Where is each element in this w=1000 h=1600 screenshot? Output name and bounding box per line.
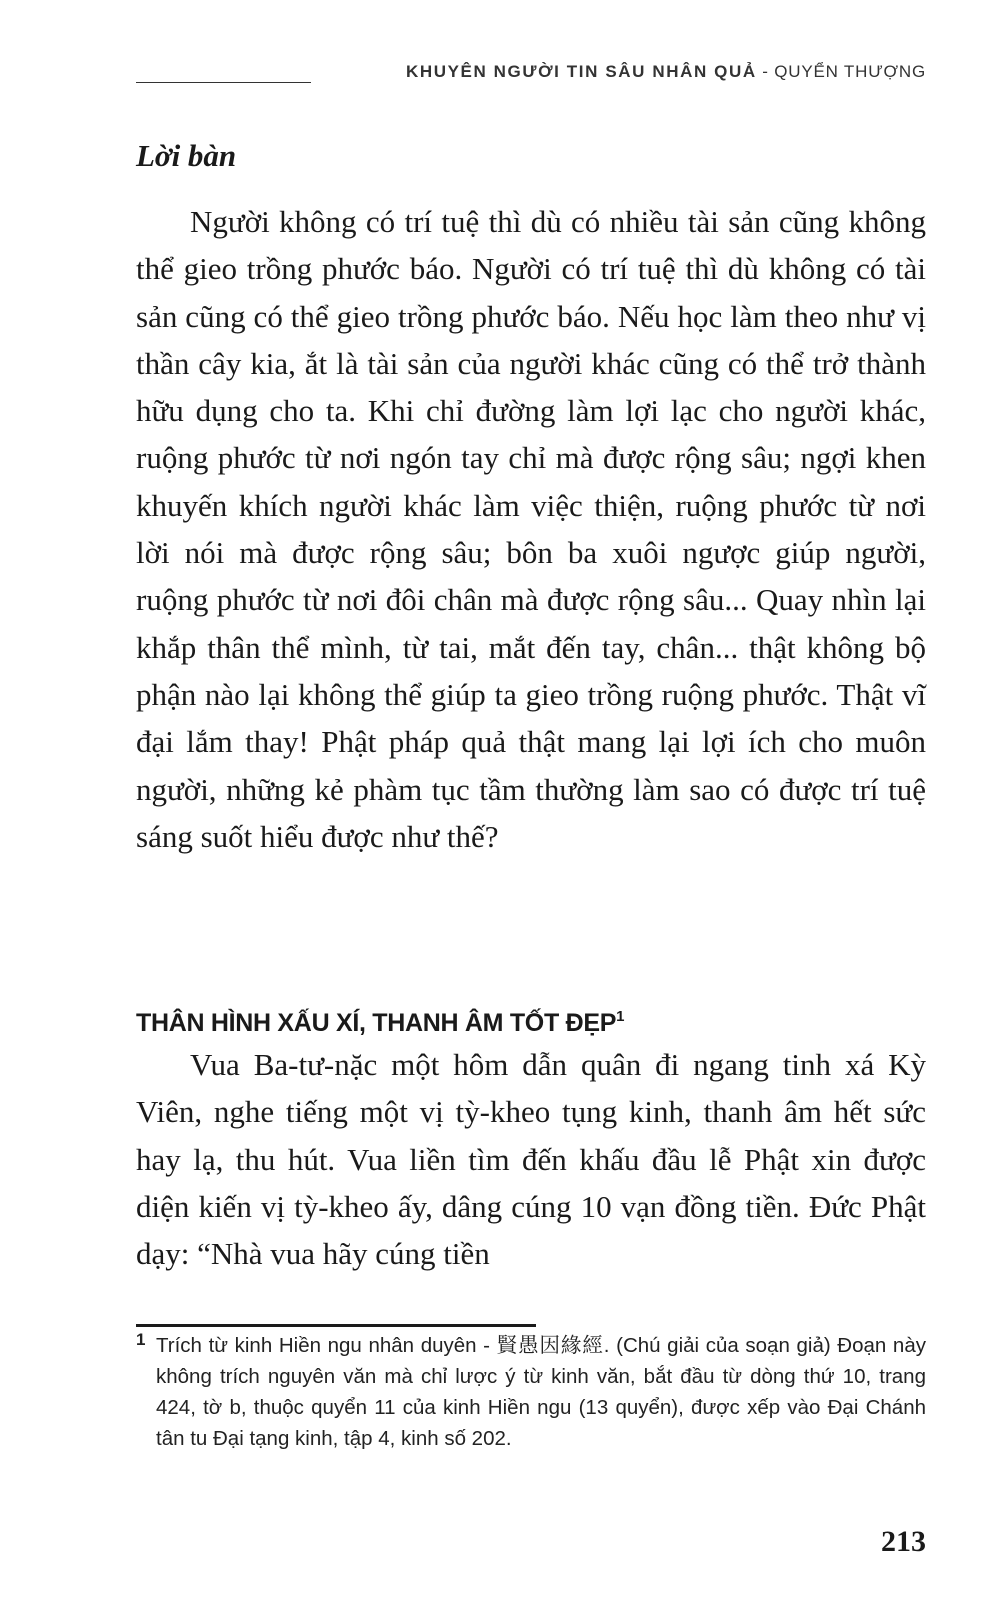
footnote-text: Trích từ kinh Hiền ngu nhân duyên - 賢愚因緣經. (Chú giải của soạn giả) Đoạn này không trích nguyên văn mà chỉ lược ý từ kinh văn, bắt đầu từ dòng thứ 10, trang 424, tờ b, thuộc quyển 11 của kinh Hiền ngu (13 quyển), được xếp vào Đại Chánh tân tu Đại tạng kinh, tập 4, kinh số 202.: [156, 1334, 926, 1450]
story-paragraph: Vua Ba-tư-nặc một hôm dẫn quân đi ngang tinh xá Kỳ Viên, nghe tiếng một vị tỳ-kheo tụng kinh, thanh âm hết sức hay lạ, thu hút. Vua liền tìm đến khấu đầu lễ Phật xin được diện kiến vị tỳ-kheo ấy, dâng cúng 10 vạn đồng tiền. Đức Phật dạy: “Nhà vua hãy cúng tiền: [136, 1047, 926, 1272]
volume-label: QUYỂN THƯỢNG: [774, 62, 926, 81]
footnote-marker: 1: [136, 1330, 146, 1349]
story-heading: [136, 1008, 624, 1038]
page-number: 213: [881, 1525, 926, 1558]
footnote-divider: [136, 1324, 536, 1327]
footnote-reference[interactable]: 1: [616, 1008, 625, 1025]
header-separator: -: [756, 62, 775, 81]
story-heading-text: THÂN HÌNH XẤU XÍ, THANH ÂM TỐT ĐẸP: [136, 1009, 617, 1037]
commentary-paragraph: Người không có trí tuệ thì dù có nhiều tài sản cũng không thể gieo trồng phước báo. Người có trí tuệ thì dù không có tài sản cũng có thể gieo trồng phước báo. Nếu học làm theo như vị thần cây kia, ắt là tài sản của người khác cũng có thể trở thành hữu dụng cho ta. Khi chỉ đường làm lợi lạc cho người khác, ruộng phước từ nơi ngón tay chỉ mà được rộng sâu; ngợi khen khuyến khích người khác làm việc thiện, ruộng phước từ nơi lời nói mà được rộng sâu; bôn ba xuôi ngược giúp người, ruộng phước từ nơi đôi chân mà được rộng sâu... Quay nhìn lại khắp thân thể mình, từ tai, mắt đến tay, chân... thật không bộ phận nào lại không thể giúp ta gieo trồng ruộng phước. Thật vĩ đại lắm thay! Phật pháp quả thật mang lại lợi ích cho muôn người, những kẻ phàm tục tầm thường làm sao có được trí tuệ sáng suốt hiểu được như thế?: [136, 204, 926, 854]
book-title: KHUYÊN NGƯỜI TIN SÂU NHÂN QUẢ: [405, 62, 757, 81]
running-header: [136, 62, 926, 86]
commentary-label: Lời bàn: [136, 138, 237, 173]
footnote: [136, 1330, 926, 1454]
header-text: [406, 62, 926, 82]
header-rule: [136, 82, 311, 83]
